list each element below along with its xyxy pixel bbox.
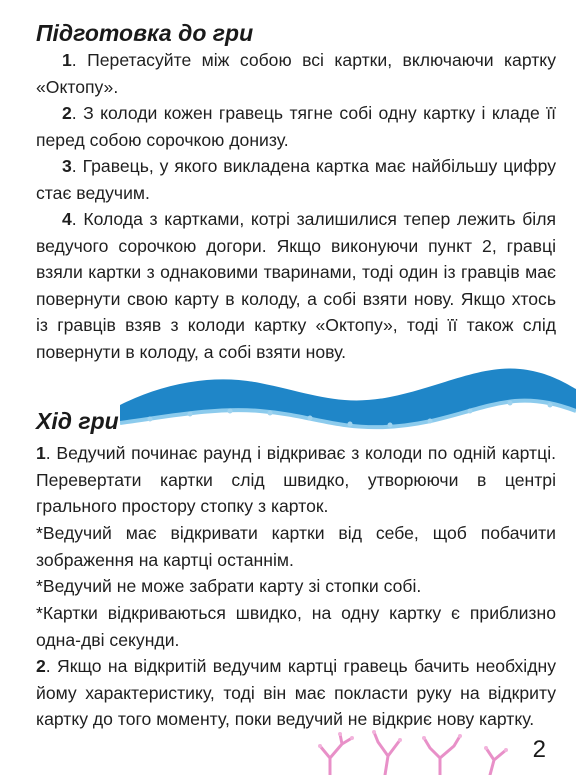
gameplay-note-2: *Ведучий не може забрати карту зі стопки собі. bbox=[36, 576, 422, 596]
gameplay-step-2: 2. Якщо на відкритій ведучим картці гравець бачить необхідну йому характеристику, тоді він має покласти руку на відкриту картку до того моменту, поки ведучий не відкриє нову картку. bbox=[36, 656, 556, 729]
gameplay-step-1: 1. Ведучий починає раунд і відкриває з колоди по одній картці. Перевертати картки слід швидко, утворюючи в центрі грального простору стопку з карток. bbox=[36, 443, 556, 516]
setup-step-2: 2. З колоди кожен гравець тягне собі одну картку і кладе її перед собою сорочкою донизу. bbox=[36, 103, 556, 150]
setup-heading: Підготовка до гри bbox=[36, 20, 254, 46]
setup-step-1: 1. Перетасуйте між собою всі картки, включаючи картку «Октопу». bbox=[36, 50, 556, 97]
gameplay-note-3: *Картки відкриваються швидко, на одну картку є приблизно одна-дві секунди. bbox=[36, 603, 556, 650]
gameplay-note-1: *Ведучий має відкривати картки від себе, щоб побачити зображення на картці останнім. bbox=[36, 523, 556, 570]
page-number: 2 bbox=[532, 736, 546, 763]
setup-step-4: 4. Колода з картками, котрі залишилися тепер лежить біля ведучого сорочкою догори. Якщо виконуючи пункт 2, гравці взяли картки з однаковими тваринами, тоді один із гравців має повернути свою карту в колоду, а собі взяти нову. Якщо хтось із гравців взяв з колоди картку «Октопу», тоді її також слід повернути в колоду, а собі взяти нову. bbox=[36, 209, 556, 362]
gameplay-heading: Хід гри bbox=[36, 408, 119, 434]
setup-step-3: 3. Гравець, у якого викладена картка має найбільшу цифру стає ведучим. bbox=[36, 156, 556, 203]
coral-icon bbox=[290, 728, 530, 775]
